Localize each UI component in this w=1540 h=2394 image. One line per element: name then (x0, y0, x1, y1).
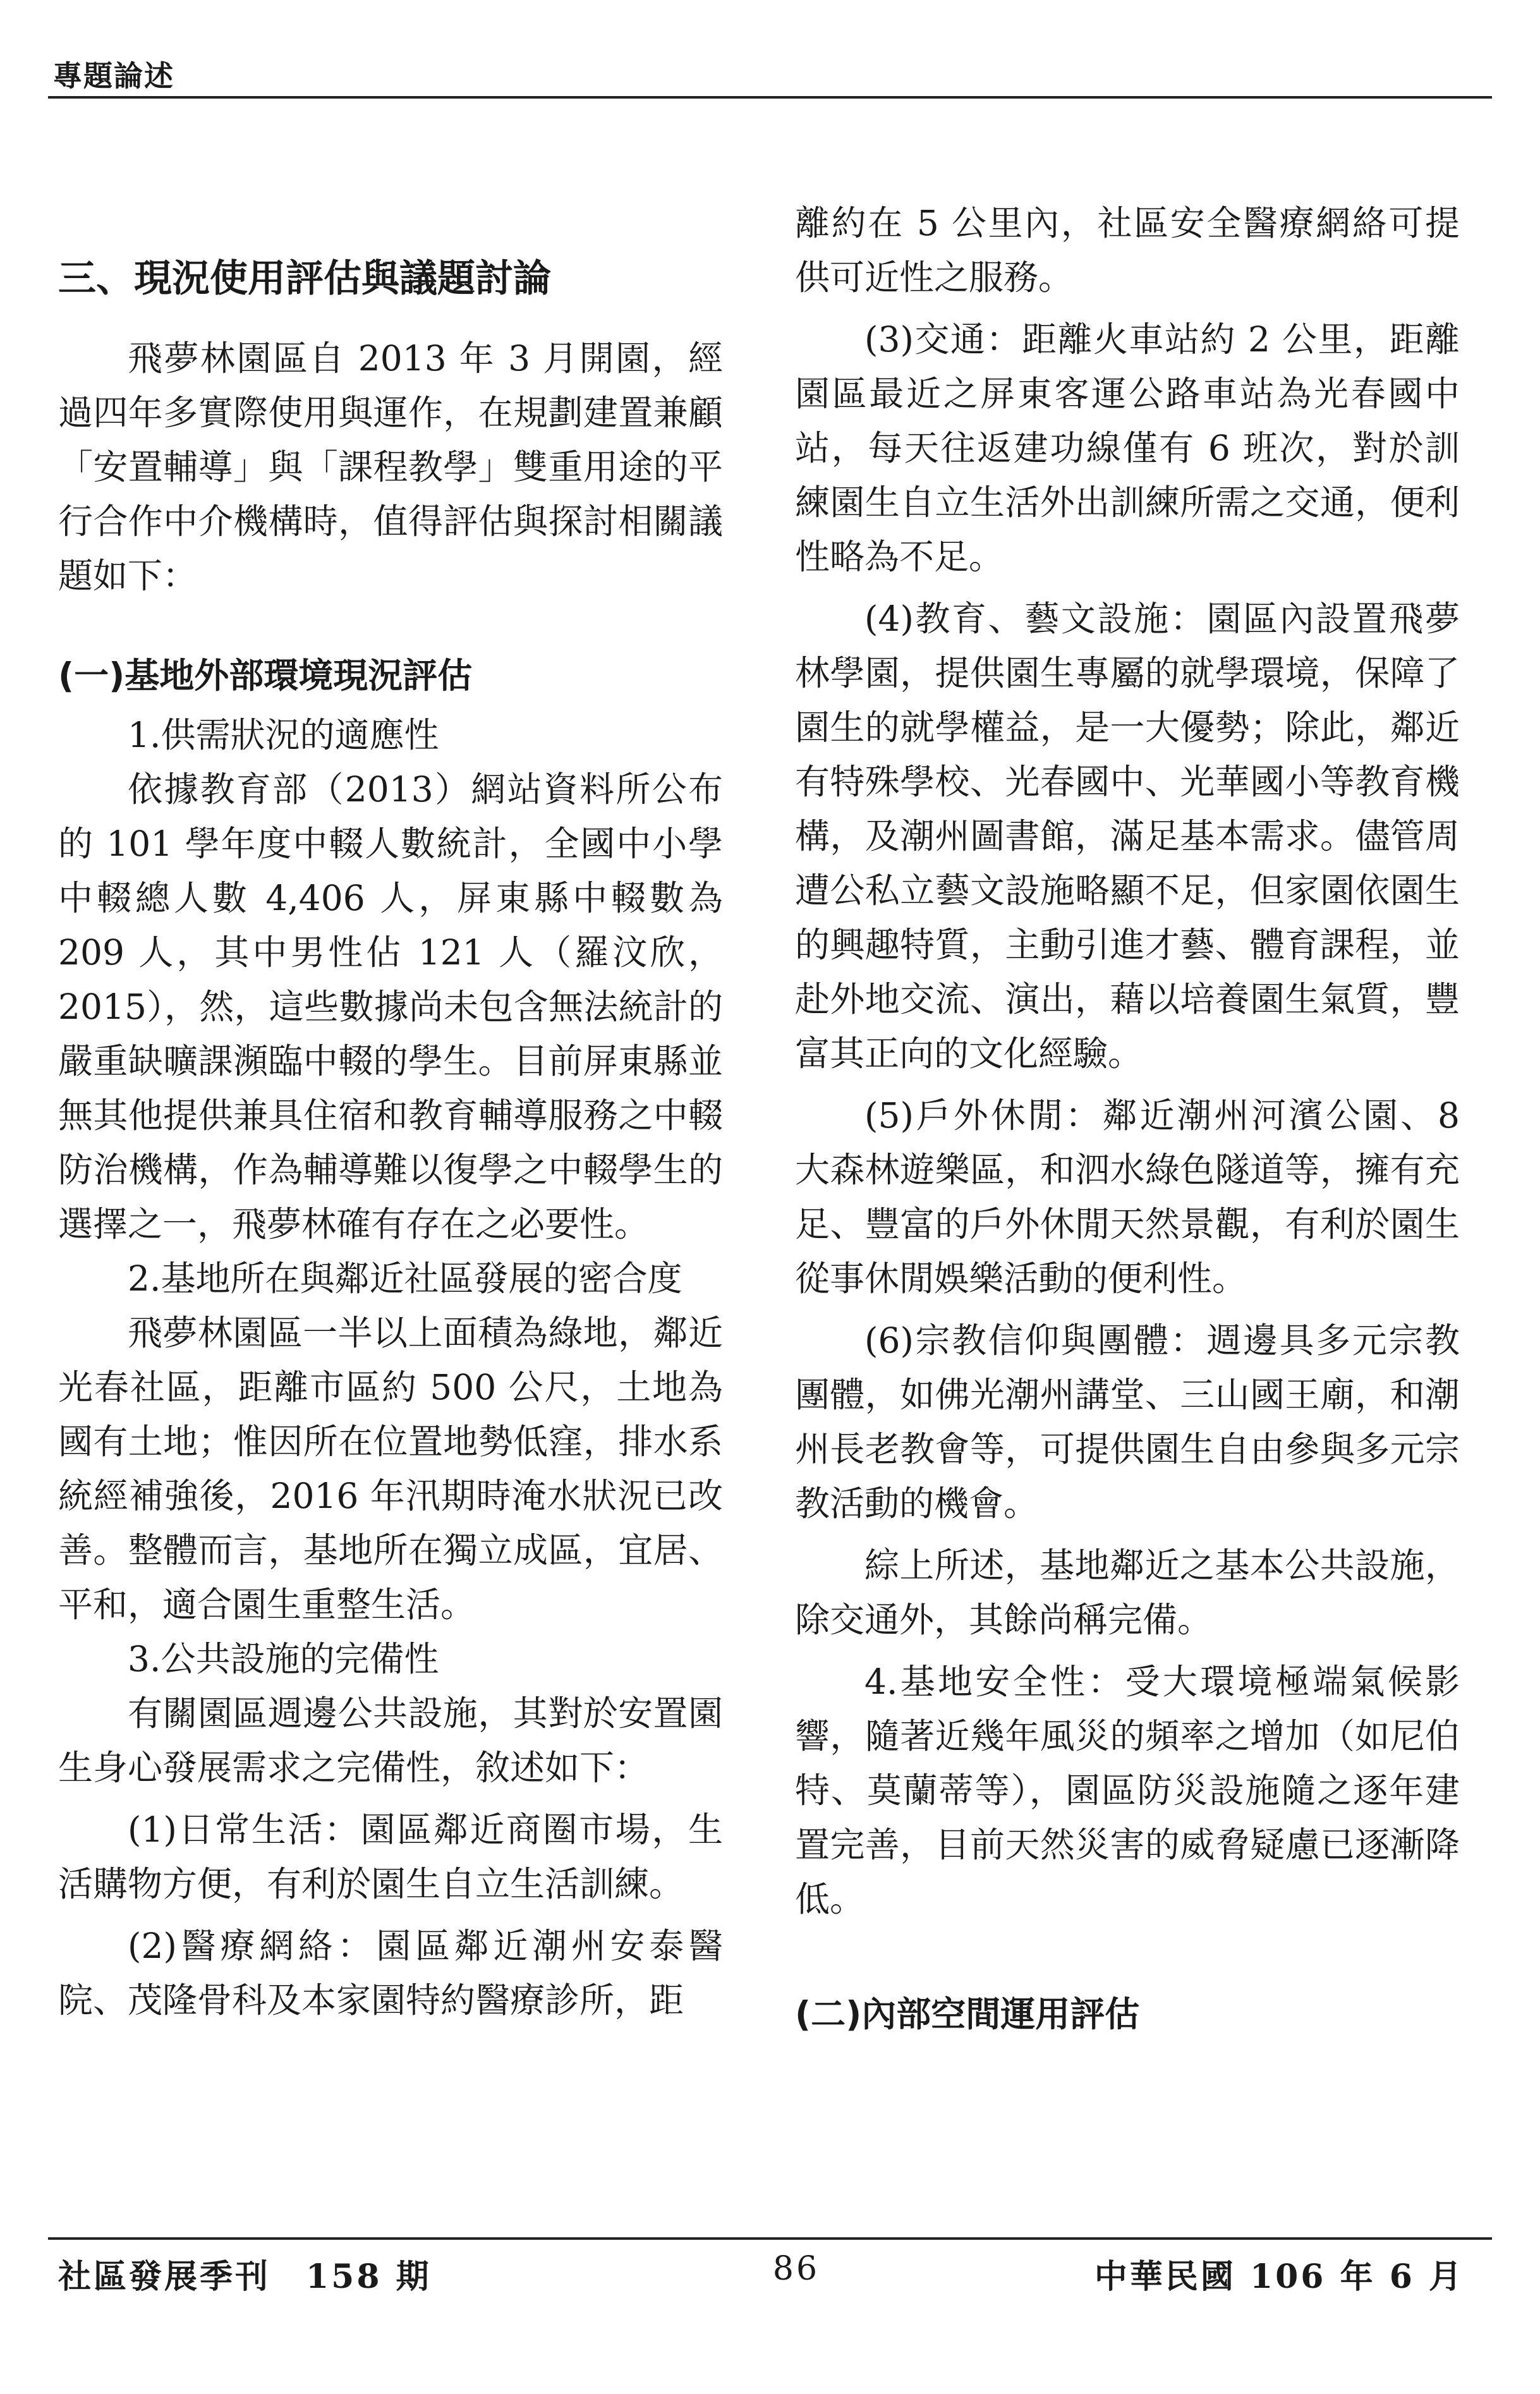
item1-body: 依據教育部（2013）網站資料所公布的 101 學年度中輟人數統計，全國中小學中輟總人數 4,406 人，屏東縣中輟數為 209 人，其中男性佔 121 人（羅汶欣，2015），然，這些數據尚未包含無法統計的嚴重缺曠課瀕臨中輟的學生。目前屏東縣並無其他提供兼具住宿和教育輔導服務之中輟防治機構，作為輔導難以復學之中輟學生的選擇之一，飛夢林確有存在之必要性。 (58, 769, 723, 1244)
item3-body: 有關園區週邊公共設施，其對於安置園生身心發展需求之完備性，敘述如下： (58, 1693, 723, 1788)
footer-rule (48, 2237, 1492, 2240)
item3-transport: (3)交通：距離火車站約 2 公里，距離園區最近之屏東客運公路車站為光春國中站，每天往返建功線僅有 6 班次，對於訓練園生自立生活外出訓練所需之交通，便利性略為不足。 (795, 319, 1460, 577)
intro-paragraph: 飛夢林園區自 2013 年 3 月開園，經過四年多實際使用與運作，在規劃建置兼顧「安置輔導」與「課程教學」雙重用途的平行合作中介機構時，值得評估與探討相關議題如下： (58, 338, 723, 596)
subsection-title-external: (一)基地外部環境現況評估 (58, 655, 473, 696)
running-head: 專題論述 (53, 59, 174, 93)
footer-journal: 社區發展季刊 158 期 (58, 2257, 432, 2296)
page-number: 86 (772, 2250, 820, 2288)
item3-education-arts: (4)教育、藝文設施：園區內設置飛夢林學園，提供園生專屬的就學環境，保障了園生的就學權益，是一大優勢；除此，鄰近有特殊學校、光春國中、光華國小等教育機構，及潮州圖書館，滿足基本需求。儘管周遭公私立藝文設施略顯不足，但家園依園生的興趣特質，主動引進才藝、體育課程，並赴外地交流、演出，藉以培養園生氣質，豐富其正向的文化經驗。 (795, 598, 1460, 1074)
item2-heading: 2.基地所在與鄰近社區發展的密合度 (128, 1258, 682, 1299)
left-column (58, 196, 723, 2027)
item1-heading: 1.供需狀況的適應性 (128, 715, 439, 755)
item3-heading: 3.公共設施的完備性 (128, 1639, 439, 1679)
item3-medical-start: (2)醫療網絡：園區鄰近潮州安泰醫院、茂隆骨科及本家園特約醫療診所，距 (58, 1926, 723, 2020)
item3-religion: (6)宗教信仰與團體：週邊具多元宗教團體，如佛光潮州講堂、三山國王廟，和潮州長老教會等，可提供園生自由參與多元宗教活動的機會。 (795, 1320, 1460, 1524)
item3-outdoor-leisure: (5)戶外休閒：鄰近潮州河濱公園、8 大森林遊樂區，和泗水綠色隧道等，擁有充足、豐富的戶外休閒天然景觀，有利於園生從事休閒娛樂活動的便利性。 (795, 1095, 1460, 1299)
item3-medical-continued: 離約在 5 公里內，社區安全醫療網絡可提供可近性之服務。 (795, 203, 1460, 298)
footer-date: 中華民國 106 年 6 月 (1094, 2257, 1464, 2296)
right-column (795, 196, 1460, 2046)
section-title: 三、現況使用評估與議題討論 (58, 257, 551, 301)
item4-safety: 4.基地安全性：受大環境極端氣候影響，隨著近幾年風災的頻率之增加（如尼伯特、莫蘭蒂等），園區防災設施隨之逐年建置完善，目前天然災害的威脅疑慮已逐漸降低。 (795, 1662, 1460, 1919)
item3-daily-life: (1)日常生活：園區鄰近商圈市場，生活購物方便，有利於園生自立生活訓練。 (58, 1809, 723, 1904)
item2-body: 飛夢林園區一半以上面積為綠地，鄰近光春社區，距離市區約 500 公尺，土地為國有土地；惟因所在位置地勢低窪，排水系統經補強後，2016 年汛期時淹水狀況已改善。整體而言，基地所在獨立成區，宜居、平和，適合園生重整生活。 (58, 1313, 723, 1625)
summary-paragraph: 綜上所述，基地鄰近之基本公共設施，除交通外，其餘尚稱完備。 (795, 1545, 1460, 1640)
header-rule (48, 96, 1492, 99)
subsection-title-internal: (二)內部空間運用評估 (795, 1994, 1140, 2034)
